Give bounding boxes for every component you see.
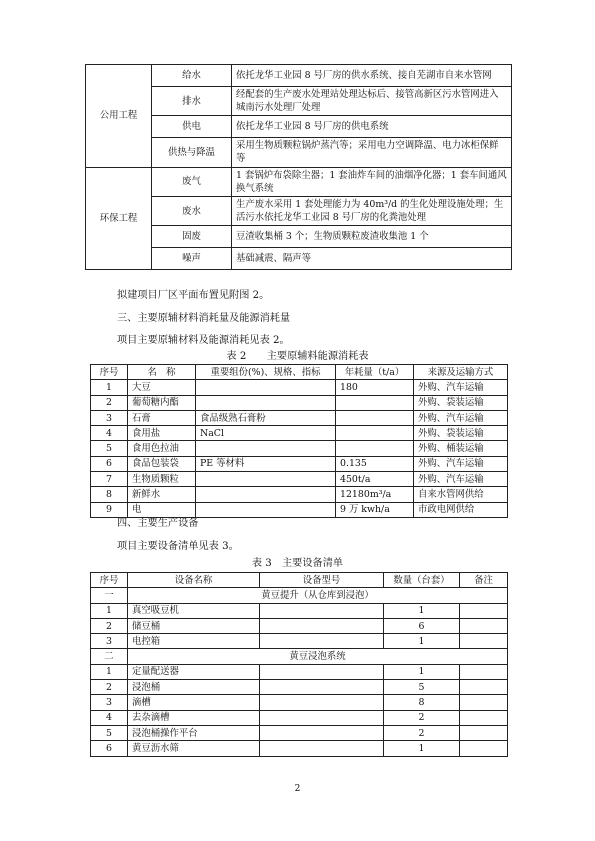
table2-cell: 外购、桶装运输: [414, 441, 508, 456]
table3-cell: [460, 680, 508, 695]
table3-cell: 1: [384, 603, 460, 618]
table3-cell: 6: [91, 741, 128, 756]
table2-header-cell: 名 称: [128, 365, 196, 380]
project-item-cell: 固废: [152, 226, 232, 248]
table3-cell: [260, 634, 384, 649]
table2-cell: 6: [91, 456, 128, 471]
project-table-row: [86, 65, 512, 87]
table3-cell: 真空吸豆机: [128, 603, 260, 618]
table3-cell: 2: [384, 725, 460, 740]
table2-cell: [336, 395, 414, 410]
table2-row: [91, 487, 508, 502]
table3-cell: [260, 680, 384, 695]
table2-cell: 外购、汽车运输: [414, 410, 508, 425]
table2-cell: [196, 380, 336, 395]
project-item-cell: 供热与降温: [152, 138, 232, 167]
table2-cell: 自来水管网供给: [414, 487, 508, 502]
table2-cell: 9 万 kwh/a: [336, 502, 414, 517]
table2-cell: 食用色拉油: [128, 441, 196, 456]
project-content-cell: 采用生物质颗粒锅炉蒸汽等；采用电力空调降温、电力冰柜保鲜等: [232, 138, 512, 167]
table2-row: [91, 380, 508, 395]
table2-cell: 4: [91, 426, 128, 441]
table3-cell: [460, 695, 508, 710]
table3-section-row: [91, 588, 508, 603]
section-heading-equipment: 四、主要生产设备: [117, 518, 199, 529]
table3-cell: 2: [384, 710, 460, 725]
table3-row: [91, 634, 508, 649]
table3-cell: 去杂滴槽: [128, 710, 260, 725]
table2-cell: 外购、袋装运输: [414, 426, 508, 441]
table3-cell: 滴槽: [128, 695, 260, 710]
table2-cell: 外购、袋装运输: [414, 395, 508, 410]
table2-cell: 外购、汽车运输: [414, 380, 508, 395]
table2-cell: [196, 395, 336, 410]
table2-cell: 450t/a: [336, 472, 414, 487]
table2-cell: 食品级熟石膏粉: [196, 410, 336, 425]
table3-section-title: 黄豆提升（从仓库到浸泡）: [128, 588, 508, 603]
project-content-cell: 豆渣收集桶 3 个；生物质颗粒废渣收集池 1 个: [232, 226, 512, 248]
table2-header-row: [91, 365, 508, 380]
table3-cell: 浸泡桶操作平台: [128, 725, 260, 740]
table2-cell: [196, 502, 336, 517]
project-content-cell: 依托龙华工业园 8 号厂房的供电系统: [232, 116, 512, 138]
table2-cell: PE 等材料: [196, 456, 336, 471]
table2-cell: 外购、汽车运输: [414, 472, 508, 487]
table2-cell: 市政电网供给: [414, 502, 508, 517]
table3-row: [91, 725, 508, 740]
table2-cell: 3: [91, 410, 128, 425]
table3-caption: 表 3 主要设备清单: [251, 558, 344, 569]
table3-cell: 黄豆沥水筛: [128, 741, 260, 756]
table3-cell: 1: [384, 664, 460, 679]
table2-cell: [196, 487, 336, 502]
project-content-cell: 1 套锅炉布袋除尘器；1 套油炸车间的油烟净化器；1 套车间通风换气系统: [232, 167, 512, 196]
table3-cell: 5: [384, 680, 460, 695]
table2-cell: NaCl: [196, 426, 336, 441]
table2-header-cell: 年耗量（t/a）: [336, 365, 414, 380]
table3-row: [91, 680, 508, 695]
table2-cell: 大豆: [128, 380, 196, 395]
table3-row: [91, 741, 508, 756]
materials-intro-paragraph: 项目主要原辅材料及能源消耗见表 2。: [117, 335, 290, 346]
table3-cell: 3: [91, 695, 128, 710]
table2-header-cell: 来源及运输方式: [414, 365, 508, 380]
table3-cell: [260, 664, 384, 679]
table2-cell: 0.135: [336, 456, 414, 471]
table2-cell: 新鲜水: [128, 487, 196, 502]
project-item-cell: 给水: [152, 65, 232, 87]
table2-row: [91, 456, 508, 471]
project-item-cell: 废气: [152, 167, 232, 196]
table3-cell: 6: [384, 618, 460, 633]
table2-cell: 180: [336, 380, 414, 395]
project-content-cell: 基础减震、隔声等: [232, 248, 512, 270]
project-table-row: [86, 167, 512, 196]
table3-cell: [460, 618, 508, 633]
table3-cell: 4: [91, 710, 128, 725]
table2-row: [91, 502, 508, 517]
section-heading-materials: 三、主要原辅材料消耗量及能源消耗量: [117, 313, 291, 324]
table2-caption: 表 2 主要原辅料能源消耗表: [226, 351, 369, 362]
table3-cell: 2: [91, 618, 128, 633]
table3-cell: 3: [91, 634, 128, 649]
table3-row: [91, 710, 508, 725]
table2-cell: 7: [91, 472, 128, 487]
table3-section-row: [91, 649, 508, 664]
table2-cell: [336, 410, 414, 425]
table3-cell: [460, 741, 508, 756]
table3-cell: 2: [91, 680, 128, 695]
table3-cell: [460, 634, 508, 649]
equipment-list-table: [90, 572, 508, 757]
project-item-cell: 噪声: [152, 248, 232, 270]
table3-cell: 1: [384, 634, 460, 649]
table2-header-cell: 重要组份(%)、规格、指标: [196, 365, 336, 380]
table3-cell: 5: [91, 725, 128, 740]
table2-row: [91, 472, 508, 487]
layout-reference-paragraph: 拟建项目厂区平面布置见附图 2。: [117, 290, 270, 301]
table3-cell: [460, 725, 508, 740]
table3-row: [91, 618, 508, 633]
table3-cell: [260, 603, 384, 618]
table2-header-cell: 序号: [91, 365, 128, 380]
project-content-cell: 依托龙华工业园 8 号厂房的供水系统、接自芜湖市自来水管网: [232, 65, 512, 87]
table3-cell: [260, 710, 384, 725]
table3-cell: 浸泡桶: [128, 680, 260, 695]
table3-header-cell: 序号: [91, 573, 128, 588]
table3-row: [91, 603, 508, 618]
table3-section-index: 二: [91, 649, 128, 664]
page-number: 2: [294, 784, 301, 794]
table3-cell: 1: [91, 664, 128, 679]
table2-row: [91, 395, 508, 410]
table2-cell: [196, 441, 336, 456]
table2-row: [91, 410, 508, 425]
table3-cell: [460, 603, 508, 618]
table3-header-row: [91, 573, 508, 588]
materials-consumption-table: [90, 364, 508, 518]
table2-row: [91, 426, 508, 441]
table2-cell: 外购、汽车运输: [414, 456, 508, 471]
project-category-cell: 公用工程: [86, 65, 152, 168]
project-content-cell: 生产废水采用 1 套处理能力为 40m³/d 的生化处理设施处理；生活污水依托龙华工业园 8 号厂房的化粪池处理: [232, 196, 512, 225]
project-item-cell: 供电: [152, 116, 232, 138]
table3-cell: [260, 725, 384, 740]
table2-cell: 1: [91, 380, 128, 395]
table2-cell: 2: [91, 395, 128, 410]
project-item-cell: 排水: [152, 87, 232, 116]
table2-cell: 食用盐: [128, 426, 196, 441]
table3-section-index: 一: [91, 588, 128, 603]
equipment-intro-paragraph: 项目主要设备清单见表 3。: [117, 541, 239, 552]
table2-cell: [196, 472, 336, 487]
table2-cell: 12180m³/a: [336, 487, 414, 502]
table3-cell: [460, 664, 508, 679]
table2-cell: 生物质颗粒: [128, 472, 196, 487]
table3-cell: 1: [384, 741, 460, 756]
table3-cell: [460, 710, 508, 725]
table2-cell: 8: [91, 487, 128, 502]
table3-header-cell: 数量（台套）: [384, 573, 460, 588]
table2-row: [91, 441, 508, 456]
table2-cell: 9: [91, 502, 128, 517]
table3-cell: 1: [91, 603, 128, 618]
table3-cell: 电控箱: [128, 634, 260, 649]
table3-cell: 8: [384, 695, 460, 710]
table2-cell: 5: [91, 441, 128, 456]
table3-row: [91, 664, 508, 679]
table3-cell: 储豆桶: [128, 618, 260, 633]
project-composition-table: [85, 64, 512, 270]
table3-row: [91, 695, 508, 710]
table2-cell: 电: [128, 502, 196, 517]
table2-cell: 食品包装袋: [128, 456, 196, 471]
project-content-cell: 经配套的生产废水处理站处理达标后、接管高新区污水管网进入城南污水处理厂处理: [232, 87, 512, 116]
table2-cell: 葡萄糖内酯: [128, 395, 196, 410]
table3-section-title: 黄豆浸泡系统: [128, 649, 508, 664]
table3-header-cell: 设备名称: [128, 573, 260, 588]
project-category-cell: 环保工程: [86, 167, 152, 270]
table2-cell: [336, 426, 414, 441]
table3-cell: [260, 741, 384, 756]
table3-header-cell: 备注: [460, 573, 508, 588]
table3-cell: 定量配送器: [128, 664, 260, 679]
table2-cell: [336, 441, 414, 456]
project-item-cell: 废水: [152, 196, 232, 225]
table3-cell: [260, 695, 384, 710]
table2-cell: 石膏: [128, 410, 196, 425]
table3-cell: [260, 618, 384, 633]
table3-header-cell: 设备型号: [260, 573, 384, 588]
